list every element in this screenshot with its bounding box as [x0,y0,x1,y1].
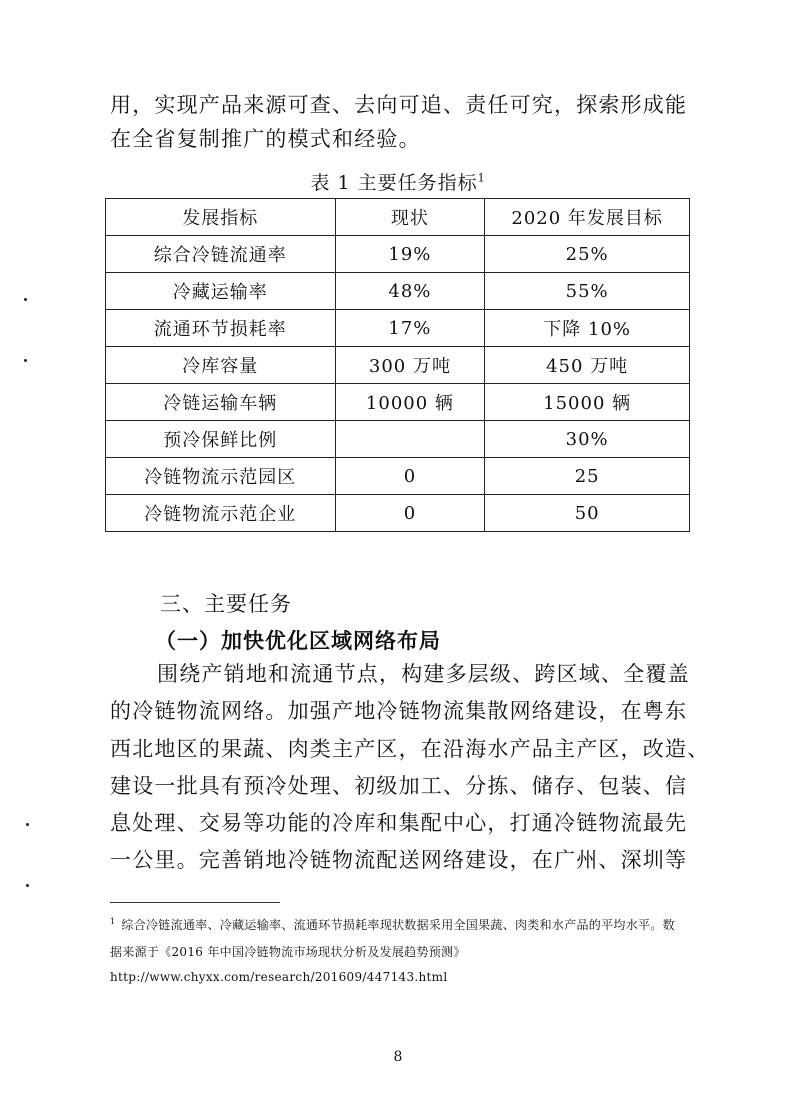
cell-current: 10000 辆 [335,384,485,421]
scan-speck [26,884,29,887]
cell-indicator: 冷链物流示范园区 [106,458,336,495]
body-line: 息处理、交易等功能的冷库和集配中心，打通冷链物流最先 [110,811,688,835]
scan-speck [24,359,27,362]
cell-target: 下降 10% [485,310,690,347]
cell-target: 25% [485,236,690,273]
cell-indicator: 预冷保鲜比例 [106,421,336,458]
cell-target: 25 [485,458,690,495]
table-caption [0,168,796,195]
footnote-marker: 1 [110,917,116,926]
cell-indicator: 流通环节损耗率 [106,310,336,347]
section-heading: 三、主要任务 [160,592,292,616]
footnote-line-1 [110,916,675,933]
header-current: 现状 [335,199,485,236]
body-line: 一公里。完善销地冷链物流配送网络建设，在广州、深圳等 [110,848,688,872]
scan-speck [26,823,29,826]
header-indicator: 发展指标 [106,199,336,236]
cell-current: 0 [335,495,485,532]
task-indicators-table [105,198,690,532]
cell-target: 30% [485,421,690,458]
intro-line-2: 在全省复制推广的模式和经验。 [110,127,421,151]
cell-indicator: 综合冷链流通率 [106,236,336,273]
cell-current: 0 [335,458,485,495]
footnote-separator [110,902,280,903]
body-line: 西北地区的果蔬、肉类主产区，在沿海水产品主产区，改造、 [110,737,710,761]
cell-current: 48% [335,273,485,310]
footnote-text-1: 综合冷链流通率、冷藏运输率、流通环节损耗率现状数据采用全国果蔬、肉类和水产品的平均水平。数 [121,918,675,932]
table-header-row [106,199,690,236]
header-target-2020: 2020 年发展目标 [485,199,690,236]
body-line: 的冷链物流网络。加强产地冷链物流集散网络建设，在粤东 [110,699,688,723]
footnote-line-2: 据来源于《2016 年中国冷链物流市场现状分析及发展趋势预测》 [110,945,466,959]
cell-target: 55% [485,273,690,310]
table-caption-text: 表 1 主要任务指标 [310,172,478,194]
table-row [106,421,690,458]
cell-current: 19% [335,236,485,273]
cell-indicator: 冷链运输车辆 [106,384,336,421]
table-row [106,458,690,495]
cell-indicator: 冷藏运输率 [106,273,336,310]
table-row [106,236,690,273]
table-row [106,495,690,532]
cell-target: 50 [485,495,690,532]
subsection-heading: （一）加快优化区域网络布局 [155,629,441,653]
cell-target: 450 万吨 [485,347,690,384]
body-line: 围绕产销地和流通节点，构建多层级、跨区域、全覆盖 [157,662,690,686]
table-row [106,310,690,347]
body-line: 建设一批具有预冷处理、初级加工、分拣、储存、包装、信 [110,774,688,798]
cell-target: 15000 辆 [485,384,690,421]
cell-indicator: 冷库容量 [106,347,336,384]
cell-current: 300 万吨 [335,347,485,384]
cell-current: 17% [335,310,485,347]
intro-line-1: 用，实现产品来源可查、去向可追、责任可究，探索形成能 [110,93,688,117]
cell-current [335,421,485,458]
footnote-url: http://www.chyxx.com/research/201609/447143.html [110,970,448,984]
table-row [106,384,690,421]
cell-indicator: 冷链物流示范企业 [106,495,336,532]
page-number: 8 [393,1049,403,1065]
table-row [106,347,690,384]
table-row [106,273,690,310]
scan-speck [24,298,27,301]
table-caption-footnote-ref: 1 [477,171,486,185]
